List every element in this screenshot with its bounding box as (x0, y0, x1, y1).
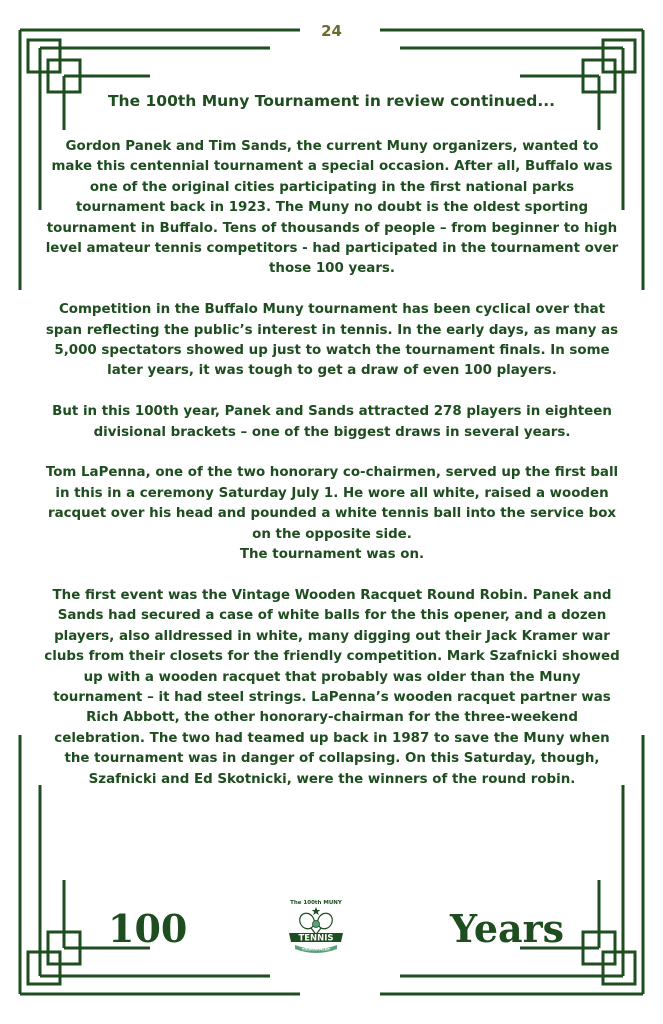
paragraph: The first event was the Vintage Wooden Racquet Round Robin. Panek and Sands had secured a case of white balls for the this opener, and a dozen players, also alldressed in white, many digging out their Jack Kramer war clubs from their closets for the friendly competition. Mark Szafnicki showed up with a wooden racquet that probably was older than the Muny tournament – it had steel strings. LaPenna’s wooden racquet partner was Rich Abbott, the other honorary-chairman for the three-weekend celebration. The two had teamed up back in 1987 to save the Muny when the tournament was in danger of collapsing. On this Saturday, though, Szafnicki and Ed Skotnicki, were the winners of the round robin. (44, 587, 620, 787)
logo-bottom-text: TOURNAMENT (301, 947, 331, 952)
paragraph: Tom LaPenna, one of the two honorary co-chairmen, served up the first ball in this in a ceremony Saturday July 1. He wore all white, raised a wooden racquet over his head and pounded a white tennis ball into the service box on the opposite side. (45, 465, 619, 542)
paragraph: But in this 100th year, Panek and Sands attracted 278 players in eighteen divisional brackets – one of the biggest draws in several years. (52, 404, 612, 440)
page-title: The 100th Muny Tournament in review continued... (107, 92, 556, 110)
footer-word: Years (450, 906, 565, 951)
tennis-ball-icon (313, 921, 320, 928)
footer-number: 100 (108, 906, 188, 951)
logo-main-text: TENNIS (298, 933, 334, 944)
tennis-tournament-logo (283, 897, 349, 957)
paragraph: Gordon Panek and Tim Sands, the current Muny organizers, wanted to make this centennial tournament a special occasion. After all, Buffalo was one of the original cities participating in the first national parks tournament back in 1923. The Muny no doubt is the oldest sporting tournament in Buffalo. Tens of thousands of people – from beginner to high level amateur tennis competitors - had participated in the tournament over those 100 years. (45, 139, 619, 277)
logo-top-text: The 100th MUNY (290, 900, 342, 906)
paragraph: Competition in the Buffalo Muny tournament has been cyclical over that span reflecting the public’s interest in tennis. In the early days, as many as 5,000 spectators showed up just to watch the tournament finals. In some later years, it was tough to get a draw of even 100 players. (45, 302, 619, 379)
paragraph: The tournament was on. (239, 547, 425, 563)
page-number: 24 (321, 22, 342, 40)
article-body (44, 137, 620, 810)
star-icon (312, 907, 321, 915)
